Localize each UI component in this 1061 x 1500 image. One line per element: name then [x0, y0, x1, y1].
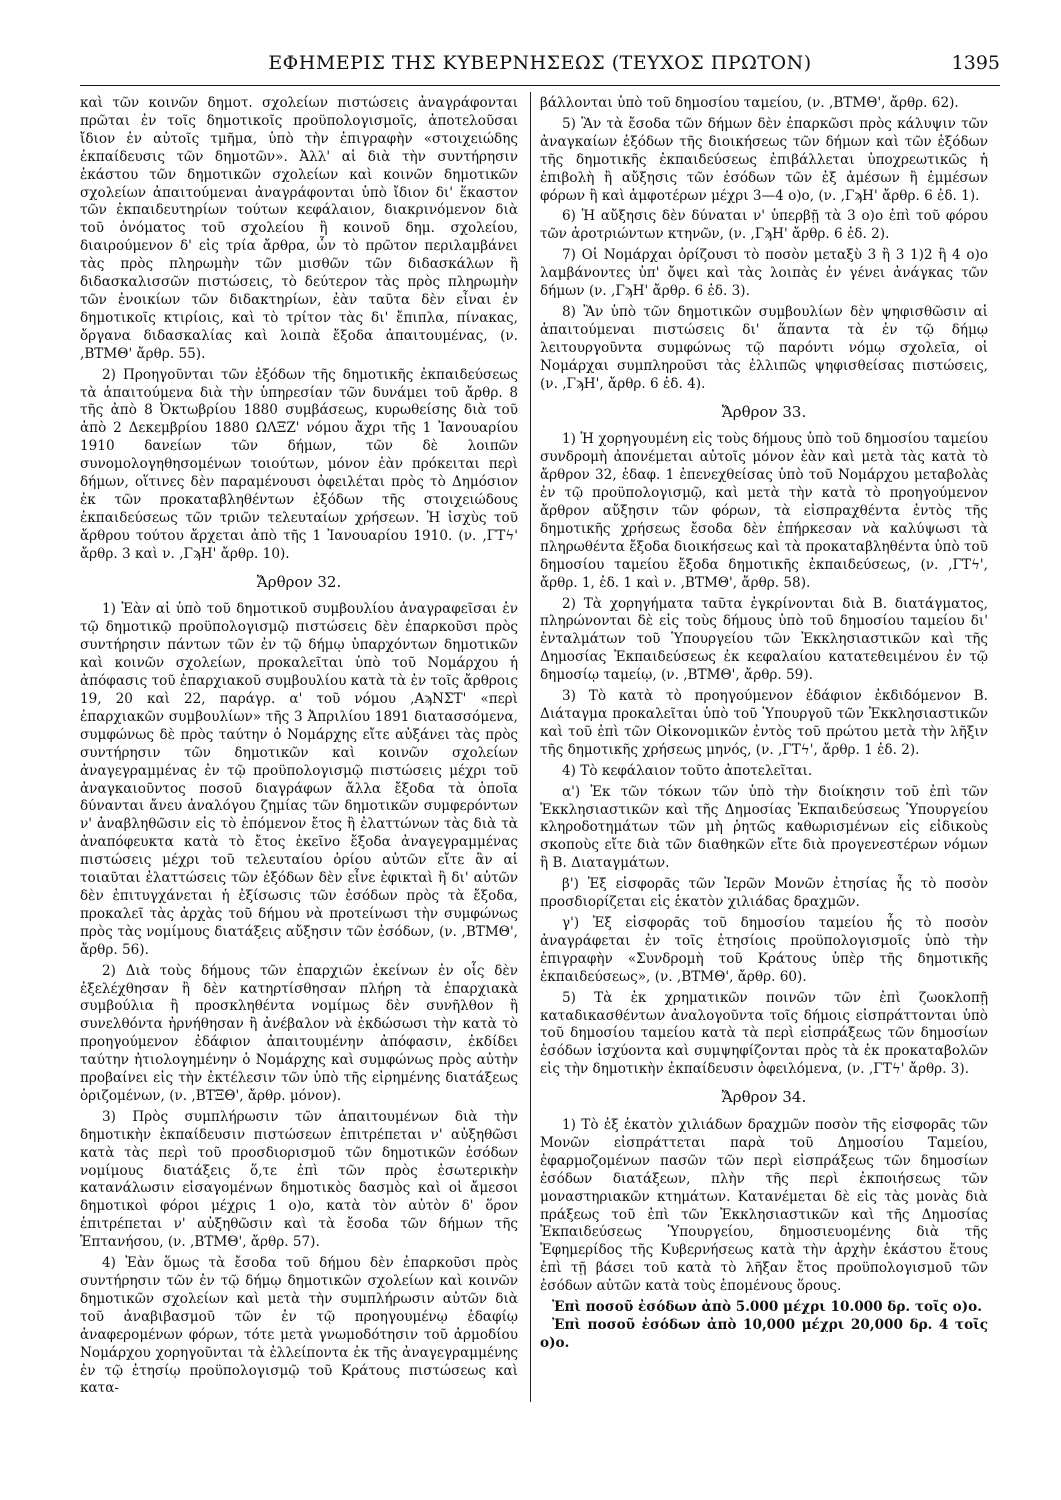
paragraph: 4) Ἐὰν ὅμως τὰ ἔσοδα τοῦ δήμου δὲν ἐπαρκοῦσι πρὸς συντήρησιν τῶν ἐν τῷ δήμῳ δημοτικῶν σχολείων καὶ κοινῶν δημοτικῶν σχολείων καὶ μετὰ τὴν συμπλήρωσιν αὐτῶν διὰ τοῦ ἀναβιβασμοῦ τῶν ἐν τῷ προηγουμένῳ ἐδαφίῳ ἀναφερομένων φόρων, τότε μετὰ γνωμοδότησιν τοῦ ἁρμοδίου Νομάρχου χορηγοῦνται τὰ ἐλλείποντα ἐκ τῆς ἀναγεγραμμένης ἐν τῷ ἐτησίῳ προϋπολογισμῷ τοῦ Κράτους πιστώσεως καὶ κατα-	[80, 1255, 518, 1397]
page-number: 1395	[951, 52, 1000, 74]
paragraph: 1) Ἐὰν αἱ ὑπὸ τοῦ δημοτικοῦ συμβουλίου ἀναγραφεῖσαι ἐν τῷ δημοτικῷ προϋπολογισμῷ πιστώσεις δὲν ἐπαρκοῦσι πρὸς συντήρησιν πάντων τῶν ἐν τῷ δήμῳ ὑπαρχόντων δημοτικῶν καὶ κοινῶν σχολείων, προκαλεῖται ὑπὸ τοῦ Νομάρχου ἡ ἀπόφασις τοῦ ἐπαρχιακοῦ συμβουλίου κατὰ τὰ ἐν τοῖς ἄρθροις 19, 20 καὶ 22, παράγρ. α' τοῦ νόμου ,ΑϡΝΣΤ' «περὶ ἐπαρχιακῶν συμβουλίων» τῆς 3 Ἀπριλίου 1891 διατασσόμενα, συμφώνως δὲ πρὸς ταύτην ὁ Νομάρχης εἴτε αὐξάνει τὰς πρὸς συντήρησιν τῶν δημοτικῶν καὶ κοινῶν σχολείων ἀναγεγραμμένας ἐν τῷ προϋπολογισμῷ πιστώσεις μέχρι τοῦ ἀναγκαιοῦντος ποσοῦ διαγράφων ἄλλα ἔξοδα τὰ ὁποῖα δύνανται ἄνευ ἀναλόγου ζημίας τῶν δημοτικῶν συμφερόντων ν' ἀναβληθῶσιν εἰς τὸ ἐπόμενον ἔτος ἢ ἐλαττώνων τὰς διὰ τὰ ἀναπόφευκτα κατὰ τὸ ἔτος ἐκεῖνο ἔξοδα ἀναγεγραμμένας πιστώσεις μέχρι τοῦ τελευταίου ὁρίου αὐτῶν εἴτε ἂν αἱ τοιαῦται ἐλαττώσεις τῶν ἐξόδων δὲν εἶνε ἐφικταὶ ἢ δι' αὐτῶν δὲν ἐπιτυγχάνεται ἡ ἐξίσωσις τῶν ἐσόδων πρὸς τὰ ἔξοδα, προκαλεῖ τὰς ἀρχὰς τοῦ δήμου νὰ προτείνωσι τὴν συμφώνως πρὸς τὰς νομίμους διατάξεις αὔξησιν τῶν ἐσόδων, (ν. ,ΒΤΜΘ', ἄρθρ. 56).	[80, 601, 518, 958]
right-column	[540, 95, 988, 1353]
paragraph: καὶ τῶν κοινῶν δημοτ. σχολείων πιστώσεις ἀναγράφονται πρῶται ἐν τοῖς δημοτικοῖς προϋπολογισμοῖς, ἀποτελοῦσαι ἴδιον ἐν αὐτοῖς τμῆμα, ὑπὸ τὴν ἐπιγραφὴν «στοιχειώδης ἐκπαίδευσις τῶν δημοτῶν». Ἀλλ' αἱ διὰ τὴν συντήρησιν ἑκάστου τῶν δημοτικῶν σχολείων καὶ κοινῶν δημοτικῶν σχολείων ἀπαιτούμεναι ἀναγράφονται ὑπὸ ἴδιον δι' ἕκαστον τῶν ἐκπαιδευτηρίων τούτων κεφάλαιον, διακρινόμενον διὰ τοῦ ὀνόματος τοῦ σχολείου ἢ κοινοῦ δημ. σχολείου, διαιρούμενον δ' εἰς τρία ἄρθρα, ὧν τὸ πρῶτον περιλαμβάνει τὰς πρὸς πληρωμὴν τῶν μισθῶν τῶν διδασκάλων ἢ διδασκαλισσῶν πιστώσεις, τὸ δεύτερον τὰς πρὸς πληρωμὴν τῶν ἐνοικίων τῶν διδακτηρίων, ἐὰν ταῦτα δὲν εἶναι ἐν δημοτικοῖς κτιρίοις, καὶ τὸ τρίτον τὰς δι' ἔπιπλα, πίνακας, ὄργανα διδασκαλίας καὶ λοιπὰ ἔξοδα ἀπαιτουμένας, (ν. ,ΒΤΜΘ' ἄρθρ. 55).	[80, 95, 518, 362]
paragraph: γ') Ἐξ εἰσφορᾶς τοῦ δημοσίου ταμείου ἧς τὸ ποσὸν ἀναγράφεται ἐν τοῖς ἐτησίοις προϋπολογισμοῖς ὑπὸ τὴν ἐπιγραφὴν «Συνδρομὴ τοῦ Κράτους ὑπὲρ τῆς δημοτικῆς ἐκπαιδεύσεως», (ν. ,ΒΤΜΘ', ἄρθρ. 60).	[540, 914, 988, 985]
paragraph: β') Ἐξ εἰσφορᾶς τῶν Ἱερῶν Μονῶν ἐτησίας ἧς τὸ ποσὸν προσδιορίζεται εἰς ἑκατὸν χιλιάδας δραχμῶν.	[540, 876, 988, 911]
paragraph: 1) Ἡ χορηγουμένη εἰς τοὺς δήμους ὑπὸ τοῦ δημοσίου ταμείου συνδρομὴ ἀπονέμεται αὐτοῖς μόνον ἐὰν καὶ μετὰ τὰς κατὰ τὸ ἄρθρον 32, ἐδαφ. 1 ἐπενεχθείσας ὑπὸ τοῦ Νομάρχου μεταβολὰς ἐν τῷ προϋπολογισμῷ, καὶ μετὰ τὴν κατὰ τὸ προηγούμενον ἄρθρον αὔξησιν τῶν φόρων, τὰ εἰσπραχθέντα ἐντὸς τῆς δημοτικῆς χρήσεως ἔσοδα δὲν ἐπήρκεσαν νὰ καλύψωσι τὰ πληρωθέντα ἔξοδα διοικήσεως καὶ τὰ προκαταβληθέντα ὑπὸ τοῦ δημοσίου ταμείου ἔξοδα δημοτικῆς ἐκπαιδεύσεως, (ν. ,ΓΤϟ', ἄρθρ. 1, ἐδ. 1 καὶ ν. ,ΒΤΜΘ', ἄρθρ. 58).	[540, 431, 988, 591]
paragraph: 2) Τὰ χορηγήματα ταῦτα ἐγκρίνονται διὰ Β. διατάγματος, πληρώνονται δὲ εἰς τοὺς δήμους ὑπὸ τοῦ δημοσίου ταμείου δι' ἐνταλμάτων τοῦ Ὑπουργείου τῶν Ἐκκλησιαστικῶν καὶ τῆς Δημοσίας Ἐκπαιδεύσεως ἐκ κεφαλαίου κατατεθειμένου ἐν τῷ δημοσίῳ ταμείῳ, (ν. ,ΒΤΜΘ', ἄρθρ. 59).	[540, 595, 988, 684]
header-rule	[80, 85, 1000, 86]
paragraph: 2) Διὰ τοὺς δήμους τῶν ἐπαρχιῶν ἐκείνων ἐν οἷς δὲν ἐξελέχθησαν ἢ δὲν κατηρτίσθησαν πλήρη τὰ ἐπαρχιακὰ συμβούλια ἢ προσκληθέντα νομίμως δὲν συνῆλθον ἢ συνελθόντα ἠρνήθησαν ἢ ἀνέβαλον νὰ ἐκδώσωσι τὴν κατὰ τὸ προηγούμενον ἐδάφιον ἀπαιτουμένην ἀπόφασιν, ἐκδίδει ταύτην ἠτιολογημένην ὁ Νομάρχης καὶ συμφώνως πρὸς αὐτὴν προβαίνει εἰς τὴν ἐκτέλεσιν τῶν ὑπὸ τῆς εἰρημένης διατάξεως ὁριζομένων, (ν. ,ΒΤΞΘ', ἄρθρ. μόνον).	[80, 962, 518, 1104]
gazette-title: ΕΦΗΜΕΡΙΣ ΤΗΣ ΚΥΒΕΡΝΗΣΕΩΣ (ΤΕΥΧΟΣ ΠΡΩΤΟΝ)	[268, 52, 812, 74]
rate-line: Ἐπὶ ποσοῦ ἐσόδων ἀπὸ 10,000 μέχρι 20,000 δρ. 4 τοῖς ο)ο.	[540, 1317, 988, 1351]
page-header	[80, 50, 1000, 80]
left-column	[80, 95, 518, 1401]
article-heading: Ἄρθρον 34.	[721, 1088, 807, 1107]
article-heading: Ἄρθρον 32.	[256, 572, 342, 591]
paragraph: 5) Τὰ ἐκ χρηματικῶν ποινῶν τῶν ἐπὶ ζωοκλοπῇ καταδικασθέντων ἀναλογοῦντα τοῖς δήμοις εἰσπράττονται ὑπὸ τοῦ δημοσίου ταμείου κατὰ τὰ περὶ εἰσπράξεως τῶν δημοσίων ἐσόδων ἰσχύοντα καὶ συμψηφίζονται πρὸς τὰ ἐκ προκαταβολῶν εἰς τὴν δημοτικὴν ἐκπαίδευσιν ὀφειλόμενα, (ν. ,ΓΤϟ' ἄρθρ. 3).	[540, 989, 988, 1078]
rate-line: Ἐπὶ ποσοῦ ἐσόδων ἀπὸ 5.000 μέχρι 10.000 δρ. τοῖς ο)ο.	[552, 1299, 982, 1316]
paragraph: 6) Ἡ αὔξησις δὲν δύναται ν' ὑπερβῇ τὰ 3 ο)ο ἐπὶ τοῦ φόρου τῶν ἀροτριώντων κτηνῶν, (ν. ,ΓϡΗ' ἄρθρ. 6 ἐδ. 2).	[540, 208, 988, 243]
paragraph: 4) Τὸ κεφάλαιον τοῦτο ἀποτελεῖται.	[562, 762, 813, 779]
article-heading: Ἄρθρον 33.	[721, 402, 807, 421]
paragraph: 3) Τὸ κατὰ τὸ προηγούμενον ἐδάφιον ἐκδιδόμενον Β. Διάταγμα προκαλεῖται ὑπὸ τοῦ Ὑπουργοῦ τῶν Ἐκκλησιαστικῶν καὶ τοῦ ἐπὶ τῶν Οἰκονομικῶν ἐντὸς τοῦ πρώτου μετὰ τὴν λῆξιν τῆς δημοτικῆς χρήσεως μηνός, (ν. ,ΓΤϟ', ἄρθρ. 1 ἐδ. 2).	[540, 688, 988, 758]
paragraph: 8) Ἂν ὑπὸ τῶν δημοτικῶν συμβουλίων δὲν ψηφισθῶσιν αἱ ἀπαιτούμεναι πιστώσεις δι' ἅπαντα τὰ ἐν τῷ δήμῳ λειτουργοῦντα συμφώνως τῷ παρόντι νόμῳ σχολεῖα, οἱ Νομάρχαι συμπληροῦσι τὰς ἐλλιπῶς ψηφισθείσας πιστώσεις, (ν. ,ΓϡΗ', ἄρθρ. 6 ἐδ. 4).	[540, 303, 988, 392]
paragraph: 7) Οἱ Νομάρχαι ὁρίζουσι τὸ ποσὸν μεταξὺ 3 ἢ 3 1)2 ἢ 4 ο)ο λαμβάνοντες ὑπ' ὄψει καὶ τὰς λοιπὰς ἐν γένει ἀνάγκας τῶν δήμων (ν. ,ΓϡΗ' ἄρθρ. 6 ἐδ. 3).	[540, 247, 988, 300]
paragraph: 1) Τὸ ἐξ ἑκατὸν χιλιάδων δραχμῶν ποσὸν τῆς εἰσφορᾶς τῶν Μονῶν εἰσπράττεται παρὰ τοῦ Δημοσίου Ταμείου, ἐφαρμοζομένων πασῶν τῶν περὶ εἰσπράξεως τῶν δημοσίων ἐσόδων διατάξεων, πλὴν τῆς περὶ ἐκποιήσεως τῶν μοναστηριακῶν κτημάτων. Κατανέμεται δὲ εἰς τὰς μονὰς διὰ πράξεως τοῦ ἐπὶ τῶν Ἐκκλησιαστικῶν καὶ τῆς Δημοσίας Ἐκπαιδεύσεως Ὑπουργείου, δημοσιευομένης διὰ τῆς Ἐφημερίδος τῆς Κυβερνήσεως κατὰ τὴν ἀρχὴν ἑκάστου ἔτους ἐπὶ τῇ βάσει τοῦ κατὰ τὸ λῆξαν ἔτος προϋπολογισμοῦ τῶν ἐσόδων αὐτῶν κατὰ τοὺς ἑπομένους ὅρους.	[540, 1117, 988, 1295]
paragraph: 2) Προηγοῦνται τῶν ἐξόδων τῆς δημοτικῆς ἐκπαιδεύσεως τὰ ἀπαιτούμενα διὰ τὴν ὑπηρεσίαν τῶν δυνάμει τοῦ ἄρθρ. 8 τῆς ἀπὸ 8 Ὀκτωβρίου 1880 συμβάσεως, κυρωθείσης διὰ τοῦ ἀπὸ 2 Δεκεμβρίου 1880 ΩΛΞΖ' νόμου ἄχρι τῆς 1 Ἰανουαρίου 1910 δανείων τῶν δήμων, τῶν δὲ λοιπῶν συνομολογηθησομένων τοιούτων, μόνον ἐὰν πρόκειται περὶ δήμων, οἵτινες δὲν παραμένουσι ὀφειλέται πρὸς τὸ Δημόσιον ἐκ τῶν προκαταβληθέντων ἐξόδων τῆς στοιχειώδους ἐκπαιδεύσεως τῶν τριῶν τελευταίων χρήσεων. Ἡ ἰσχὺς τοῦ ἄρθρου τούτου ἄρχεται ἀπὸ τῆς 1 Ἰανουαρίου 1910. (ν. ,ΓΤϟ' ἄρθρ. 3 καὶ ν. ,ΓϡΗ' ἄρθρ. 10).	[80, 366, 518, 562]
paragraph: α') Ἐκ τῶν τόκων τῶν ὑπὸ τὴν διοίκησιν τοῦ ἐπὶ τῶν Ἐκκλησιαστικῶν καὶ τῆς Δημοσίας Ἐκπαιδεύσεως Ὑπουργείου κληροδοτημάτων τῶν μὴ ῥητῶς καθωρισμένων εἰς εἰδικοὺς σκοποὺς εἴτε διὰ τῶν διαθηκῶν εἴτε διὰ προγενεστέρων νόμων ἢ Β. Διαταγμάτων.	[540, 783, 988, 872]
column-divider	[530, 92, 531, 1402]
paragraph: βάλλονται ὑπὸ τοῦ δημοσίου ταμείου, (ν. ,ΒΤΜΘ', ἄρθρ. 62).	[540, 95, 959, 111]
paragraph: 3) Πρὸς συμπλήρωσιν τῶν ἀπαιτουμένων διὰ τὴν δημοτικὴν ἐκπαίδευσιν πιστώσεων ἐπιτρέπεται ν' αὐξηθῶσι κατὰ τὰς περὶ τοῦ προσδιορισμοῦ τῶν δημοτικῶν ἐσόδων νομίμους διατάξεις ὅ,τε ἐπὶ τῶν πρὸς ἐσωτερικὴν κατανάλωσιν εἰσαγομένων δημοτικὸς δασμὸς καὶ οἱ ἄμεσοι δημοτικοὶ φόροι μέχρις 1 ο)ο, κατὰ τὸν αὐτὸν δ' ὅρον ἐπιτρέπεται ν' αὐξηθῶσιν καὶ τὰ ἔσοδα τῶν δήμων τῆς Ἑπτανήσου, (ν. ,ΒΤΜΘ', ἄρθρ. 57).	[80, 1108, 518, 1251]
paragraph: 5) Ἂν τὰ ἔσοδα τῶν δήμων δὲν ἐπαρκῶσι πρὸς κάλυψιν τῶν ἀναγκαίων ἐξόδων τῆς διοικήσεως τῶν δήμων καὶ τῶν ἐξόδων τῆς δημοτικῆς ἐκπαιδεύσεως ἐπιβάλλεται ὑποχρεωτικῶς ἡ ἐπιβολὴ ἢ αὔξησις τῶν ἐσόδων τῶν ἐξ ἀμέσων ἢ ἐμμέσων φόρων ἢ καὶ ἀμφοτέρων μέχρι 3—4 ο)ο, (ν. ,ΓϡΗ' ἄρθρ. 6 ἐδ. 1).	[540, 115, 988, 204]
